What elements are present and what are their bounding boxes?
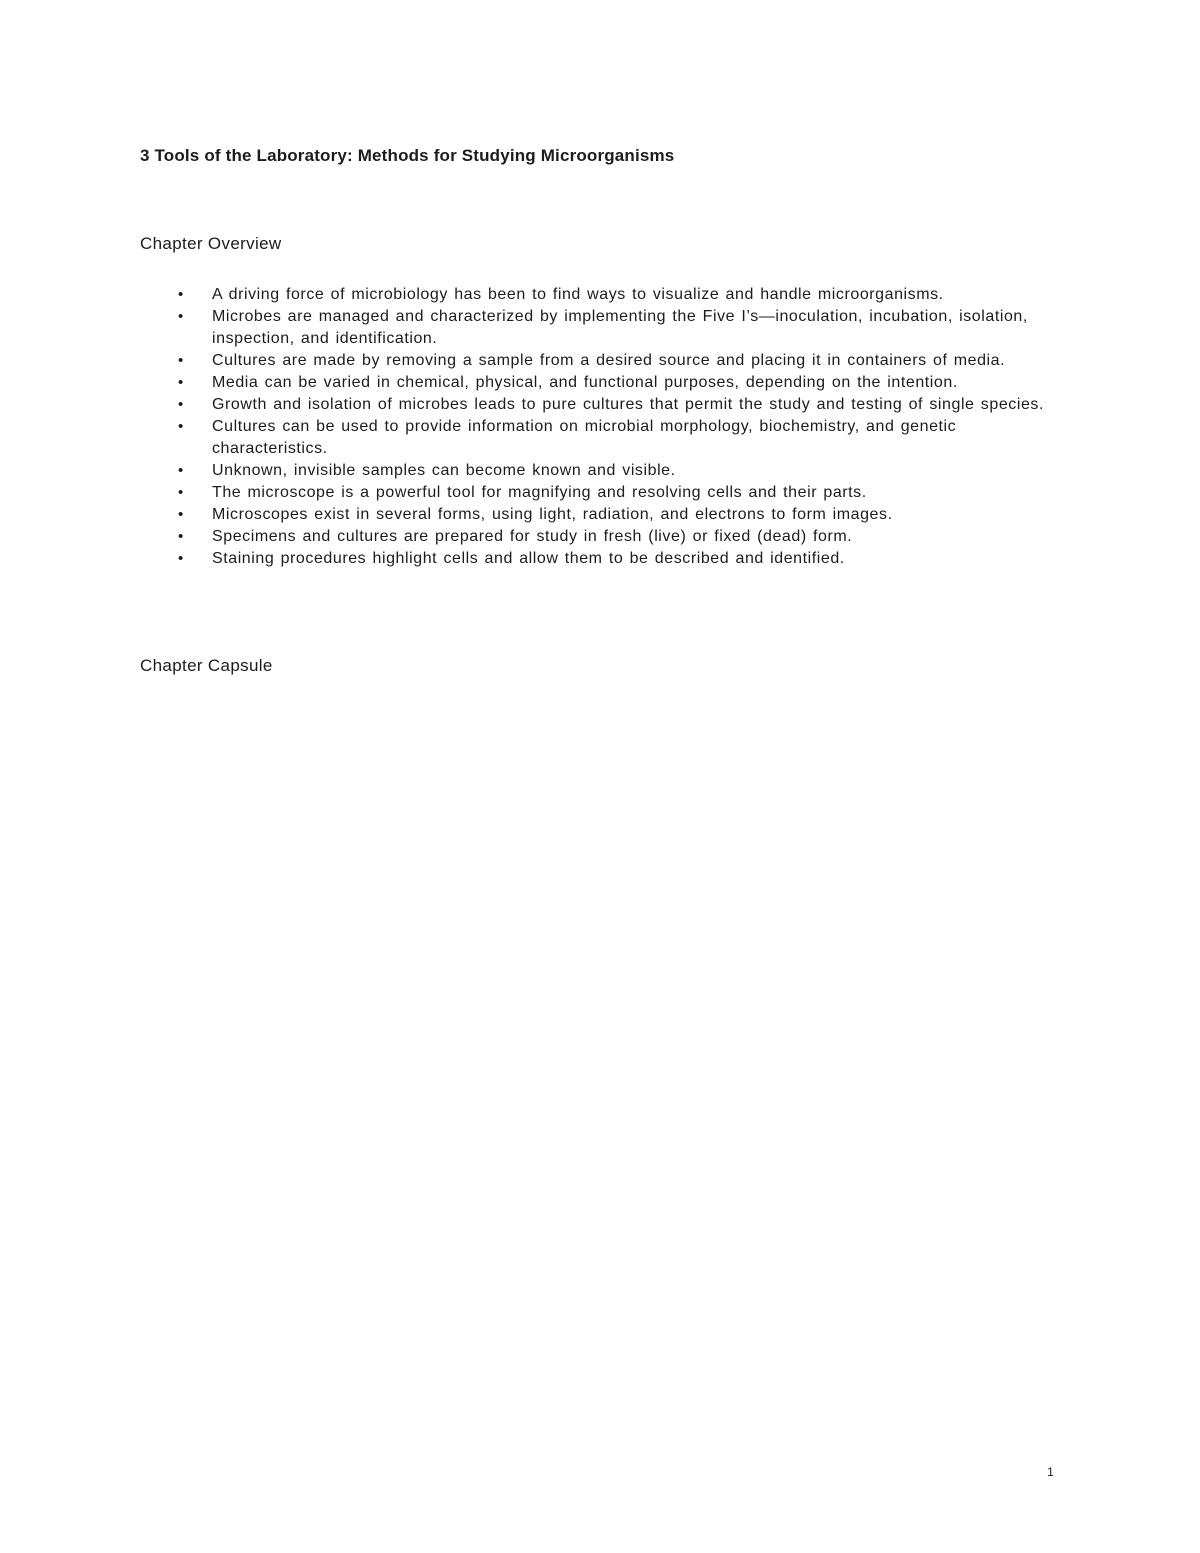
bullet-item: • Microbes are managed and characterized by implementing the Five I’s—inoculation, incubation, isolation, inspection, and identification.	[212, 306, 1055, 350]
doc-title: 3 Tools of the Laboratory: Methods for Studying Microorganisms	[140, 146, 675, 165]
bullet-item: • Staining procedures highlight cells and allow them to be described and identified.	[212, 548, 1055, 570]
bullet-item: • Unknown, invisible samples can become known and visible.	[212, 460, 1055, 482]
bullet-item: • Cultures are made by removing a sample from a desired source and placing it in containers of media.	[212, 350, 1055, 372]
section-heading-overview: Chapter Overview	[140, 234, 282, 253]
bullet-item: • A driving force of microbiology has been to find ways to visualize and handle microorganisms.	[212, 284, 1055, 306]
bullet-item: • Cultures can be used to provide information on microbial morphology, biochemistry, and genetic characteristics.	[212, 416, 1055, 460]
page-number: 1	[1047, 1465, 1054, 1479]
bullet-item: • Growth and isolation of microbes leads to pure cultures that permit the study and testing of single species.	[212, 394, 1055, 416]
overview-bullet-list	[140, 284, 1055, 570]
bullet-item: • Microscopes exist in several forms, using light, radiation, and electrons to form images.	[212, 504, 1055, 526]
section-heading-capsule: Chapter Capsule	[140, 656, 273, 675]
bullet-item: • Media can be varied in chemical, physical, and functional purposes, depending on the intention.	[212, 372, 1055, 394]
bullet-item: • The microscope is a powerful tool for magnifying and resolving cells and their parts.	[212, 482, 1055, 504]
bullet-item: • Specimens and cultures are prepared for study in fresh (live) or fixed (dead) form.	[212, 526, 1055, 548]
